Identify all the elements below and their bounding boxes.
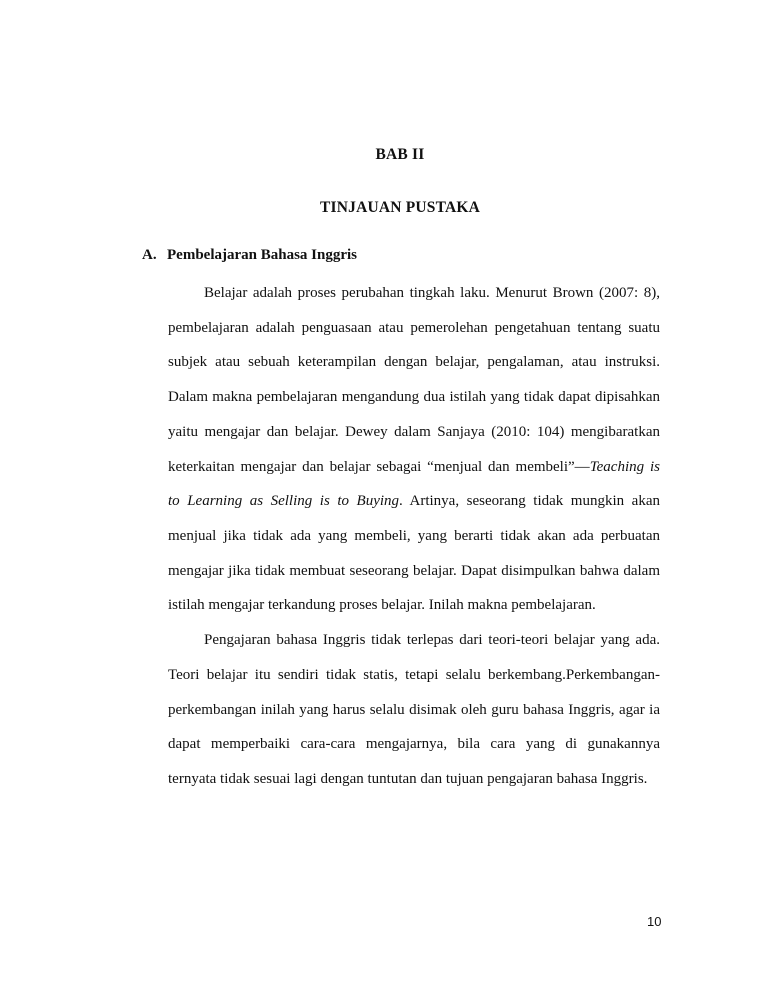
- chapter-title: TINJAUAN PUSTAKA: [319, 199, 481, 216]
- paragraph-line: [168, 492, 660, 510]
- paragraph-line: mengajar jika tidak membuat seseorang belajar. Dapat disimpulkan bahwa dalam: [168, 563, 660, 579]
- paragraph-line: dapat memperbaiki cara-cara mengajarnya, bila cara yang di gunakannya: [168, 736, 660, 752]
- paragraph-line: Dalam makna pembelajaran mengandung dua istilah yang tidak dapat dipisahkan: [168, 389, 660, 405]
- paragraph-line: perkembangan inilah yang harus selalu disimak oleh guru bahasa Inggris, agar ia: [168, 702, 660, 718]
- paragraph-line: Pengajaran bahasa Inggris tidak terlepas dari teori-teori belajar yang ada.: [204, 632, 660, 648]
- paragraph-line: Teori belajar itu sendiri tidak statis, tetapi selalu berkembang.Perkembangan-: [168, 667, 660, 683]
- line-text: keterkaitan mengajar dan belajar sebagai “menjual dan membeli”—: [168, 459, 590, 475]
- paragraph-line: Belajar adalah proses perubahan tingkah laku. Menurut Brown (2007: 8),: [204, 285, 660, 301]
- italic-phrase: to Learning as Selling is to Buying: [168, 493, 400, 509]
- section-letter: A.: [142, 247, 157, 263]
- chapter-number: BAB II: [375, 146, 425, 163]
- paragraph-line: pembelajaran adalah penguasaan atau pemerolehan pengetahuan tentang suatu: [168, 320, 660, 336]
- paragraph-line: istilah mengajar terkandung proses belajar. Inilah makna pembelajaran.: [168, 597, 596, 613]
- page-number: 10: [647, 914, 662, 929]
- section-heading: [142, 247, 357, 264]
- paragraph-line: yaitu mengajar dan belajar. Dewey dalam Sanjaya (2010: 104) mengibaratkan: [168, 424, 660, 440]
- paragraph-line: [168, 458, 660, 476]
- paragraph-line: subjek atau sebuah keterampilan dengan belajar, pengalaman, atau instruksi.: [168, 354, 660, 370]
- line-text: . Artinya, seseorang tidak mungkin akan: [399, 493, 660, 509]
- paragraph-line: ternyata tidak sesuai lagi dengan tuntutan dan tujuan pengajaran bahasa Inggris.: [168, 771, 648, 787]
- italic-phrase: Teaching is: [589, 459, 661, 475]
- paragraph-line: menjual jika tidak ada yang membeli, yang berarti tidak akan ada perbuatan: [168, 528, 660, 544]
- section-title: Pembelajaran Bahasa Inggris: [167, 247, 358, 263]
